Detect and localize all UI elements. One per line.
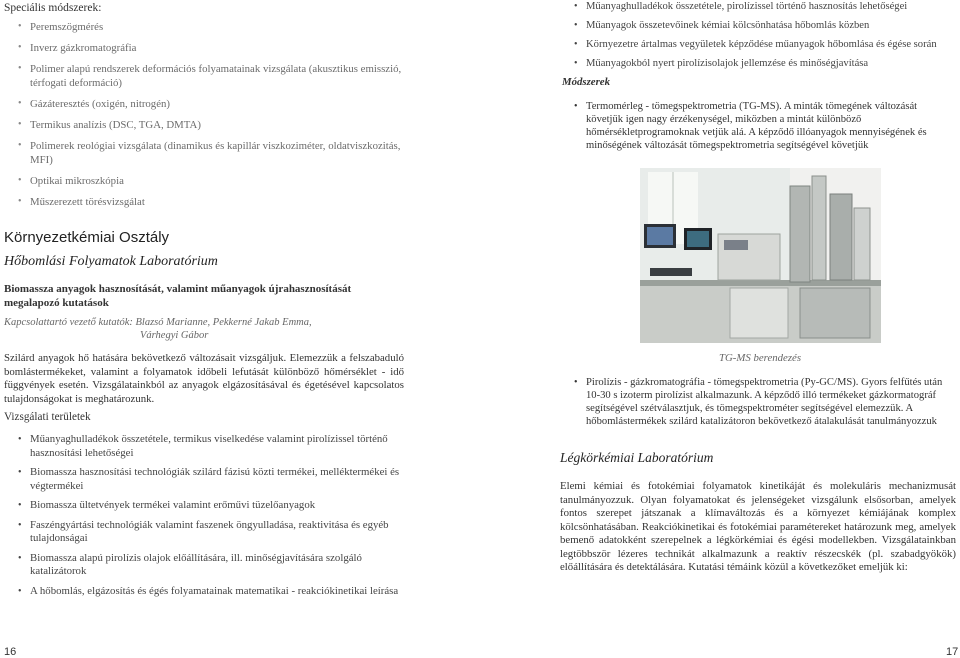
topics-list — [560, 0, 956, 70]
list-item: • Termikus analízis (DSC, TGA, DMTA) — [4, 118, 404, 132]
list-item: • Polimer alapú rendszerek deformációs folyamatainak vizsgálata (akusztikus emisszió, térfogati deformáció) — [4, 62, 404, 90]
research-intro: Biomassza anyagok hasznosítását, valamint műanyagok újrahasznosítását megalapozó kutatások — [4, 283, 352, 309]
lab-description: Szilárd anyagok hő hatására bekövetkező változásait vizsgáljuk. Elemezzük a felszabaduló bomlástermékeket, valamint a folyamatok időbeli lefutását különböző hőmérséklet - idő függvények esetén. Vizsgálatainkból az anyagok elgázosításával és égetésével kapcsolatos tulajdonságokat is meghatározunk. — [4, 352, 404, 405]
methods2-list — [560, 376, 956, 428]
areas-title: Vizsgálati területek — [4, 411, 91, 423]
list-item: • Környezetre ártalmas vegyületek képződése műanyagok hőbomlása és égése során — [560, 38, 956, 51]
photo-caption: TG-MS berendezés — [718, 352, 802, 364]
list-item: • Műanyaghulladékok összetétele, termikus viselkedése valamint pirolízissel történő hasznosítási lehetőségei — [4, 433, 404, 460]
special-methods-list — [4, 20, 404, 209]
list-item: • Optikai mikroszkópia — [4, 174, 404, 188]
lab2-description: Elemi kémiai és fotokémiai folyamatok kinetikáját és molekuláris mechanizmusát tanulmányozzuk. Olyan folyamatokat és jelenségeket vizsgálunk elsősorban, amelyek fontos szerepet játszanak a klímaváltozás és a környezet kémiájának komplex kölcsönhatásában. Reakciókinetikai és fotokémiai paramétereket határozunk meg, amelyek bemenő adatokként szerepelnek a légkörkémiai és égési modellekben. Vizsgálatainkban legtöbbször lézeres technikát alkalmazunk a reaktív részecskék (pl. szabadgyökök) előállítására és detektálására. Kutatási témáink közül a következőket emeljük ki: — [560, 480, 956, 573]
lab-title: Hőbomlási Folyamatok Laboratórium — [4, 254, 218, 269]
researchers-line-2: Várhegyi Gábor — [140, 330, 209, 341]
special-methods-title: Speciális módszerek: — [4, 2, 102, 14]
list-item: • Termomérleg - tömegspektrometria (TG-MS). A minták tömegének változását követjük igen nagy érzékenységel, miközben a mintát különböző hőmérsékletprogramoknak vetjük alá. A képződő illóanyagok mennyiségének és minőségének változását tömegspektrometria segítségével követjük — [560, 100, 956, 152]
researchers-line-1: Kapcsolattartó vezető kutatók: Blazsó Marianne, Pekkerné Jakab Emma, — [4, 317, 312, 328]
list-item: • Pirolízis - gázkromatográfia - tömegspektrometria (Py-GC/MS). Gyors felfűtés után 10-30 s izoterm pirolízist alkalmazunk. A képződő illó termékeket gázkormatográf segítségével szétválasztjuk, és tömegspektrométer segítségével elemezzük. A hőbomlástermékek szilárd katalizátoron bekövetkező átalakulását tanulmányozzuk — [560, 376, 956, 428]
methods-title: Módszerek — [562, 76, 610, 88]
left-column — [4, 0, 404, 604]
list-item: • Peremszögmérés — [4, 20, 404, 34]
list-item: • Műanyagok összetevőinek kémiai kölcsönhatása hőbomlás közben — [560, 19, 956, 32]
list-item: • Inverz gázkromatográfia — [4, 41, 404, 55]
list-item: • Faszéngyártási technológiák valamint faszenek öngyulladása, reaktivitása és egyéb tulajdonságai — [4, 519, 404, 546]
researchers — [4, 316, 404, 342]
methods-list — [560, 100, 956, 152]
list-item: • Gázáteresztés (oxigén, nitrogén) — [4, 97, 404, 111]
list-item: • Műanyagokból nyert pirolízisolajok jellemzése és minőségjavítása — [560, 57, 956, 70]
list-item: • Biomassza hasznosítási technológiák szilárd fázisú közti termékei, melléktermékei és végtermékei — [4, 466, 404, 493]
list-item: • Műszerezett törésvizsgálat — [4, 195, 404, 209]
list-item: • A hőbomlás, elgázosítás és égés folyamatainak matematikai - reakciókinetikai leírása — [4, 585, 404, 599]
department-heading: Környezetkémiai Osztály — [4, 229, 170, 246]
right-lower-column — [560, 376, 956, 580]
page-number-right: 17 — [946, 646, 959, 658]
list-item: • Polimerek reológiai vizsgálata (dinamikus és kapillár viszkoziméter, oldatviszkozitás, MFI) — [4, 139, 404, 167]
areas-list — [4, 433, 404, 598]
right-column — [560, 0, 956, 152]
list-item: • Biomassza alapú pirolízis olajok előállítására, ill. minőségjavítására szolgáló katalizátorok — [4, 552, 404, 579]
tg-ms-equipment-photo — [640, 168, 881, 343]
lab2-title: Légkörkémiai Laboratórium — [560, 450, 714, 465]
list-item: • Biomassza ültetvények termékei valamint erőművi tüzelőanyagok — [4, 499, 404, 513]
list-item: • Műanyaghulladékok összetétele, pirolízissel történő hasznosítás lehetőségei — [560, 0, 956, 13]
page-number-left: 16 — [4, 646, 17, 658]
